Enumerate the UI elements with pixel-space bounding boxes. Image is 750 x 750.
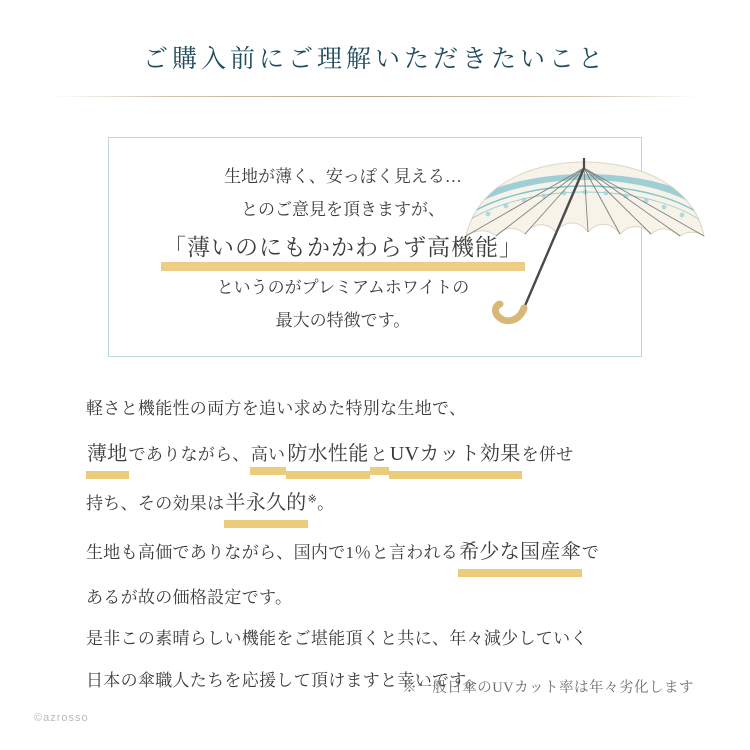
highlight-domestic-umbrella: 希少な国産傘 [458,528,582,577]
body-line-6: 是非この素晴らしい機能をご堪能頂くと共に、年々減少していく [86,629,588,649]
body-line-2-mid1: でありながら、 [128,444,250,464]
highlight-thin-fabric: 薄地 [86,430,129,479]
body-line-2-mid2: と [370,434,389,476]
body-line-1: 軽さと機能性の両方を追い求めた特別な生地で、 [86,399,467,418]
body-line-3 [86,479,686,528]
footnote-marker: ※ [307,492,318,505]
feature-line-4: 最大の特徴です。 [275,311,411,331]
body-line-7: 日本の傘職人たちを応援して頂けますと幸いです。 [86,670,483,690]
body-line-4-pre: 生地も高価でありながら、国内で1％と言われる [86,542,459,562]
page-title: ご購入前にご理解いただきたいこと [142,46,607,73]
body-line-3-post: 。 [317,493,335,513]
body-line-3-pre: 持ち、その効果は [86,493,225,513]
highlight-uv-cut: UVカット効果 [389,430,522,479]
heading-divider [52,96,698,97]
body-line-4-post: で [581,542,600,562]
feature-line-1: 生地が薄く、安っぽく見える… [224,167,462,186]
highlight-waterproof: 防水性能 [286,430,369,479]
body-line-5: あるが故の価格設定です。 [86,587,293,607]
feature-emphasis-line [108,226,578,271]
feature-emphasis: 「薄いのにもかかわらず高機能」 [161,226,525,271]
page-title-wrap [0,44,750,77]
body-line-2-post: を併せ [521,444,574,464]
feature-line-2: とのご意見を頂きますが、 [241,200,445,220]
highlight-semi-permanent: 半永久的 [224,479,307,528]
body-line-4 [86,528,686,577]
body-line-2 [86,430,686,479]
footnote: ※一般日傘のUVカット率は年々劣化します [402,680,694,696]
highlight-high: 高い [250,434,287,476]
body-text [86,388,686,702]
feature-text [108,160,578,337]
feature-line-3: というのがプレミアムホワイトの [216,278,470,298]
brand-mark: ©azrosso [34,712,89,724]
